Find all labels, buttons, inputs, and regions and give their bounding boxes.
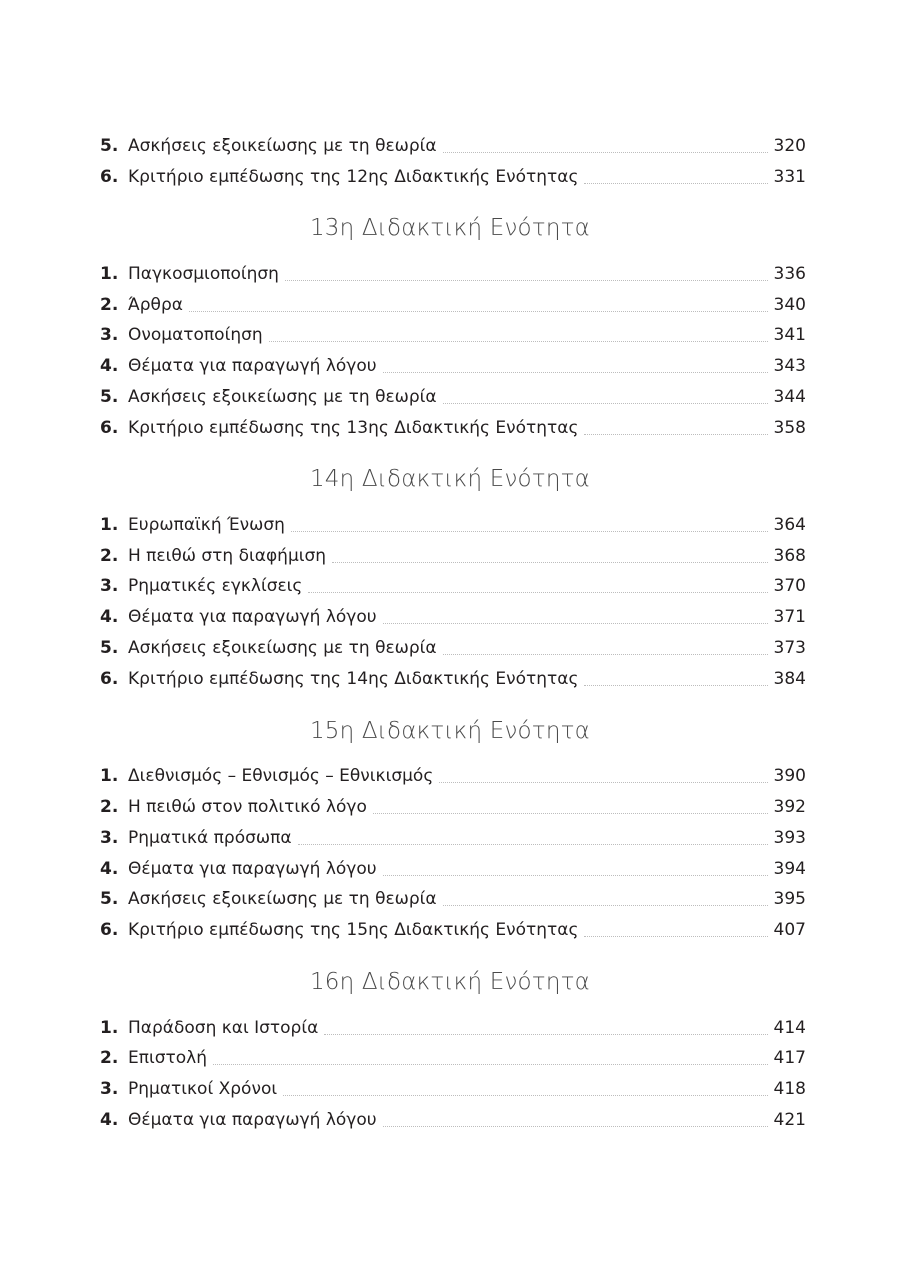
toc-entry[interactable] xyxy=(100,1105,806,1135)
entry-title: Ασκήσεις εξοικείωσης με τη θεωρία xyxy=(128,638,437,658)
toc-entry[interactable] xyxy=(100,131,806,161)
dot-leader xyxy=(584,183,767,184)
dot-leader xyxy=(373,813,768,814)
entry-number: 1. xyxy=(100,766,119,786)
entry-title: Ονοματοποίηση xyxy=(128,325,263,345)
entry-number: 6. xyxy=(100,167,119,187)
entry-number: 4. xyxy=(100,1110,119,1130)
entry-number: 3. xyxy=(100,325,119,345)
entry-page-number: 368 xyxy=(773,546,806,566)
entry-number: 3. xyxy=(100,1079,119,1099)
entry-title: Ευρωπαϊκή Ένωση xyxy=(128,515,285,535)
entry-title: Ρηματικοί Χρόνοι xyxy=(128,1079,278,1099)
section-heading: 14η Διδακτική Ενότητα xyxy=(309,466,591,492)
entry-title: Η πειθώ στη διαφήμιση xyxy=(128,546,327,566)
toc-entry[interactable] xyxy=(100,259,806,289)
entry-title: Παράδοση και Ιστορία xyxy=(128,1018,319,1038)
toc-entry[interactable] xyxy=(100,320,806,350)
entry-number: 2. xyxy=(100,1048,119,1068)
entry-number: 5. xyxy=(100,638,119,658)
dot-leader xyxy=(584,434,767,435)
entry-number: 1. xyxy=(100,264,119,284)
entry-title: Κριτήριο εμπέδωσης της 14ης Διδακτικής Ενότητας xyxy=(128,669,579,689)
entry-title: Θέματα για παραγωγή λόγου xyxy=(128,859,377,879)
toc-entry[interactable] xyxy=(100,664,806,694)
toc-entry[interactable] xyxy=(100,1074,806,1104)
entry-title: Ασκήσεις εξοικείωσης με τη θεωρία xyxy=(128,387,437,407)
entry-number: 2. xyxy=(100,295,119,315)
entry-number: 5. xyxy=(100,889,119,909)
entry-page-number: 336 xyxy=(773,264,806,284)
dot-leader xyxy=(298,844,768,845)
toc-entry[interactable] xyxy=(100,413,806,443)
dot-leader xyxy=(324,1034,767,1035)
entry-page-number: 373 xyxy=(773,638,806,658)
entry-number: 6. xyxy=(100,669,119,689)
dot-leader xyxy=(291,531,768,532)
entry-number: 4. xyxy=(100,607,119,627)
entry-page-number: 392 xyxy=(773,797,806,817)
entry-page-number: 418 xyxy=(773,1079,806,1099)
entry-number: 1. xyxy=(100,1018,119,1038)
entry-title: Θέματα για παραγωγή λόγου xyxy=(128,607,377,627)
toc-entry[interactable] xyxy=(100,823,806,853)
toc-entry[interactable] xyxy=(100,792,806,822)
entry-number: 1. xyxy=(100,515,119,535)
entry-page-number: 340 xyxy=(773,295,806,315)
entry-page-number: 358 xyxy=(773,418,806,438)
dot-leader xyxy=(283,1095,767,1096)
toc-entry[interactable] xyxy=(100,541,806,571)
toc-entry[interactable] xyxy=(100,915,806,945)
dot-leader xyxy=(383,1126,768,1127)
dot-leader xyxy=(213,1064,768,1065)
entry-title: Ρηματικές εγκλίσεις xyxy=(128,576,303,596)
toc-entry[interactable] xyxy=(100,351,806,381)
dot-leader xyxy=(332,562,767,563)
entry-number: 3. xyxy=(100,576,119,596)
entry-title: Ρηματικά πρόσωπα xyxy=(128,828,292,848)
entry-page-number: 421 xyxy=(773,1110,806,1130)
entry-page-number: 393 xyxy=(773,828,806,848)
toc-entry[interactable] xyxy=(100,633,806,663)
entry-page-number: 343 xyxy=(773,356,806,376)
entry-page-number: 344 xyxy=(773,387,806,407)
toc-entry[interactable] xyxy=(100,761,806,791)
entry-title: Η πειθώ στον πολιτικό λόγο xyxy=(128,797,367,817)
entry-title: Διεθνισμός – Εθνισμός – Εθνικισμός xyxy=(128,766,434,786)
entry-number: 4. xyxy=(100,356,119,376)
dot-leader xyxy=(285,280,768,281)
toc-entry[interactable] xyxy=(100,290,806,320)
entry-title: Ασκήσεις εξοικείωσης με τη θεωρία xyxy=(128,136,437,156)
entry-number: 6. xyxy=(100,418,119,438)
entry-page-number: 407 xyxy=(773,920,806,940)
entry-number: 5. xyxy=(100,387,119,407)
entry-page-number: 341 xyxy=(773,325,806,345)
toc-entry[interactable] xyxy=(100,510,806,540)
dot-leader xyxy=(189,311,768,312)
toc-entry[interactable] xyxy=(100,1043,806,1073)
dot-leader xyxy=(443,152,768,153)
entry-page-number: 395 xyxy=(773,889,806,909)
toc-entry[interactable] xyxy=(100,1013,806,1043)
entry-number: 4. xyxy=(100,859,119,879)
entry-title: Άρθρα xyxy=(128,295,183,315)
entry-number: 2. xyxy=(100,546,119,566)
entry-page-number: 364 xyxy=(773,515,806,535)
entry-page-number: 384 xyxy=(773,669,806,689)
entry-page-number: 417 xyxy=(773,1048,806,1068)
entry-page-number: 331 xyxy=(773,167,806,187)
entry-title: Κριτήριο εμπέδωσης της 15ης Διδακτικής Ενότητας xyxy=(128,920,579,940)
entry-page-number: 394 xyxy=(773,859,806,879)
entry-page-number: 370 xyxy=(773,576,806,596)
section-heading: 15η Διδακτική Ενότητα xyxy=(309,718,591,744)
entry-page-number: 320 xyxy=(773,136,806,156)
dot-leader xyxy=(269,341,768,342)
toc-entry[interactable] xyxy=(100,854,806,884)
dot-leader xyxy=(443,403,768,404)
toc-entry[interactable] xyxy=(100,884,806,914)
entry-number: 2. xyxy=(100,797,119,817)
entry-title: Θέματα για παραγωγή λόγου xyxy=(128,356,377,376)
entry-title: Επιστολή xyxy=(128,1048,207,1068)
entry-title: Ασκήσεις εξοικείωσης με τη θεωρία xyxy=(128,889,437,909)
dot-leader xyxy=(383,623,768,624)
entry-number: 5. xyxy=(100,136,119,156)
entry-title: Παγκοσμιοποίηση xyxy=(128,264,279,284)
dot-leader xyxy=(383,372,768,373)
entry-title: Θέματα για παραγωγή λόγου xyxy=(128,1110,377,1130)
entry-number: 3. xyxy=(100,828,119,848)
dot-leader xyxy=(308,592,767,593)
dot-leader xyxy=(439,782,767,783)
entry-page-number: 371 xyxy=(773,607,806,627)
entry-title: Κριτήριο εμπέδωσης της 12ης Διδακτικής Ενότητας xyxy=(128,167,579,187)
toc-entry[interactable] xyxy=(100,382,806,412)
dot-leader xyxy=(584,685,767,686)
section-heading: 13η Διδακτική Ενότητα xyxy=(309,215,591,241)
dot-leader xyxy=(584,936,767,937)
entry-page-number: 390 xyxy=(773,766,806,786)
entry-title: Κριτήριο εμπέδωσης της 13ης Διδακτικής Ενότητας xyxy=(128,418,579,438)
toc-entry[interactable] xyxy=(100,162,806,192)
dot-leader xyxy=(383,875,768,876)
dot-leader xyxy=(443,905,768,906)
toc-entry[interactable] xyxy=(100,602,806,632)
toc-entry[interactable] xyxy=(100,571,806,601)
section-heading: 16η Διδακτική Ενότητα xyxy=(309,969,591,995)
entry-number: 6. xyxy=(100,920,119,940)
dot-leader xyxy=(443,654,768,655)
entry-page-number: 414 xyxy=(773,1018,806,1038)
